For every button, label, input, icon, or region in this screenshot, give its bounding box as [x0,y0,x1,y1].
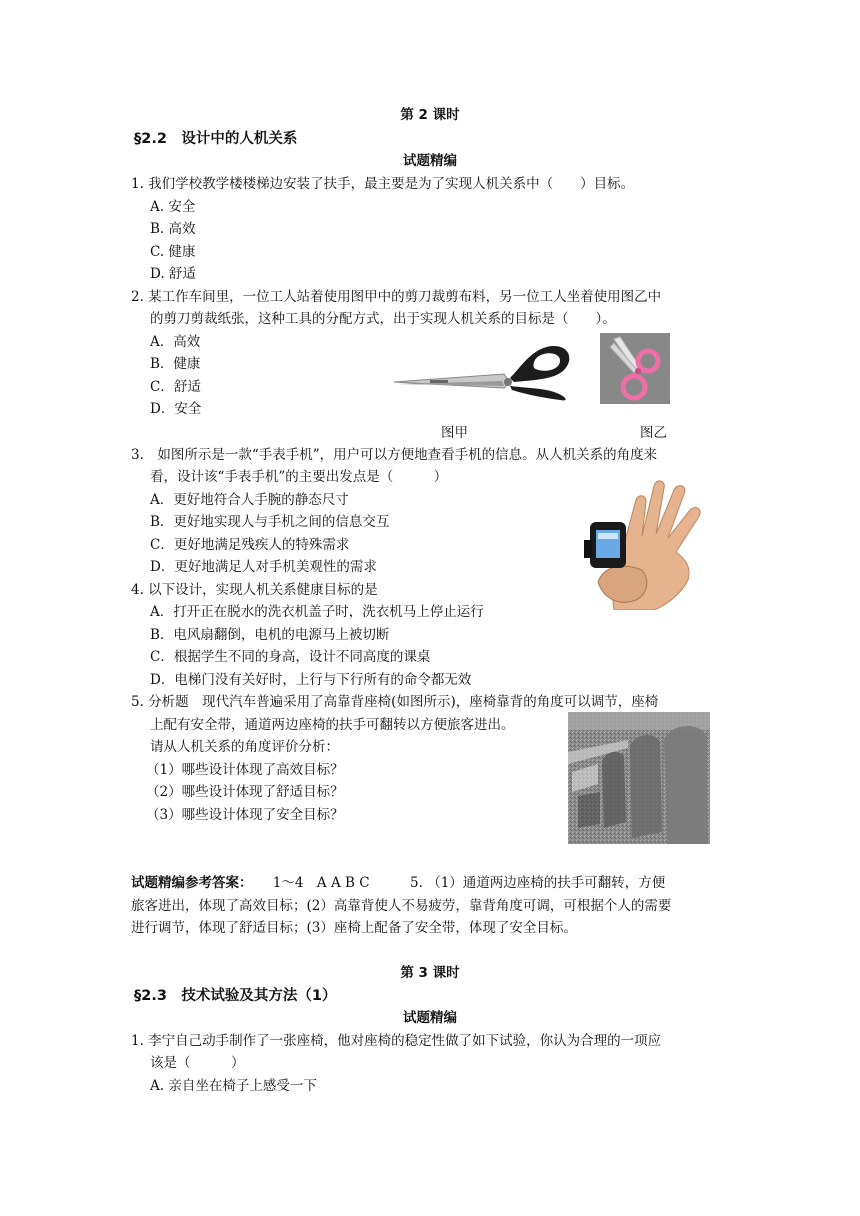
scissors-large-image [392,338,578,404]
q5-sub-2: （2）哪些设计体现了舒适目标？ [146,784,344,800]
question-5-stem-line1: 5. 分析题 现代汽车普遍采用了高靠背座椅(如图所示)，座椅靠背的角度可以调节，座椅 [131,694,659,710]
question-5-prompt: 请从人机关系的角度评价分析： [150,739,339,755]
answer-line-3: 进行调节，体现了舒适目标；(3）座椅上配备了安全带，体现了安全目标。 [131,920,577,936]
q4-option-d: D．电梯门没有关好时，上行与下行所有的命令都无效 [150,672,472,688]
lesson-3-subheading: 试题精编 [403,1010,457,1026]
question-2-stem-line2: 的剪刀剪裁纸张，这种工具的分配方式，出于实现人机关系的目标是（ ）。 [150,311,616,327]
q5-sub-1: （1）哪些设计体现了高效目标？ [146,762,344,778]
lesson-3-heading: 第 3 课时 [400,965,460,981]
lesson-heading: 第 2 课时 [400,107,460,123]
q4-option-a: A．打开正在脱水的洗衣机盖子时，洗衣机马上停止运行 [150,604,484,620]
section-3-title: §2.3 技术试验及其方法（1） [134,988,337,1004]
question-3-stem-line2: 看，设计该“手表手机”的主要出发点是（ ） [150,469,448,485]
q3-option-b: B．更好地实现人与手机之间的信息交互 [150,514,390,530]
scissors-pink-image [600,333,670,404]
q3-option-d: D．更好地满足人对手机美观性的需求 [150,559,377,575]
l3-question-1-stem-line1: 1. 李宁自己动手制作了一张座椅，他对座椅的稳定性做了如下试验，你认为合理的一项应 [131,1033,662,1049]
subheading: 试题精编 [403,153,457,169]
section-title: §2.2 设计中的人机关系 [134,131,298,147]
answer-label: 试题精编参考答案： [131,875,246,891]
q2-option-b: B．健康 [150,356,201,372]
watch-phone-image [584,470,710,610]
q2-option-a: A．高效 [150,334,201,350]
figure-caption-a: 图甲 [441,425,468,441]
q3-option-c: C．更好地满足残疾人的特殊需求 [150,537,350,553]
bus-seats-image [568,712,710,844]
l3-q1-option-a: A. 亲自坐在椅子上感受一下 [150,1078,317,1094]
q2-option-d: D．安全 [150,401,202,417]
q1-option-a: A. 安全 [150,199,196,215]
q5-sub-3: （3）哪些设计体现了安全目标？ [146,807,344,823]
q1-option-c: C. 健康 [150,244,196,260]
answer-line-2: 旅客进出，体现了高效目标；(2）高靠背使人不易疲劳，靠背角度可调，可根据个人的需要 [131,898,672,914]
q3-option-a: A．更好地符合人手腕的静态尺寸 [150,492,349,508]
answer-line-1 [131,872,665,894]
q4-option-c: C．根据学生不同的身高，设计不同高度的课桌 [150,649,431,665]
question-5-stem-line2: 上配有安全带，通道两边座椅的扶手可翻转以方便旅客进出。 [150,717,515,733]
figure-caption-b: 图乙 [640,425,667,441]
q2-option-c: C．舒适 [150,379,201,395]
answer-line-1-text: 1～4 A A B C 5. （1）通道两边座椅的扶手可翻转，方便 [245,875,666,891]
q1-option-b: B. 高效 [150,221,196,237]
question-2-stem-line1: 2. 某工作车间里，一位工人站着使用图甲中的剪刀裁剪布料，另一位工人坐着使用图乙中 [131,289,662,305]
l3-question-1-stem-line2: 该是（ ） [150,1055,245,1071]
question-1-stem: 1. 我们学校教学楼楼梯边安装了扶手，最主要是为了实现人机关系中（ ）目标。 [131,176,635,192]
q4-option-b: B．电风扇翻倒，电机的电源马上被切断 [150,627,390,643]
question-4-stem: 4. 以下设计，实现人机关系健康目标的是 [131,582,378,598]
question-3-stem-line1: 3. 如图所示是一款“手表手机”，用户可以方便地查看手机的信息。从人机关系的角度来 [131,447,658,463]
q1-option-d: D. 舒适 [150,266,196,282]
